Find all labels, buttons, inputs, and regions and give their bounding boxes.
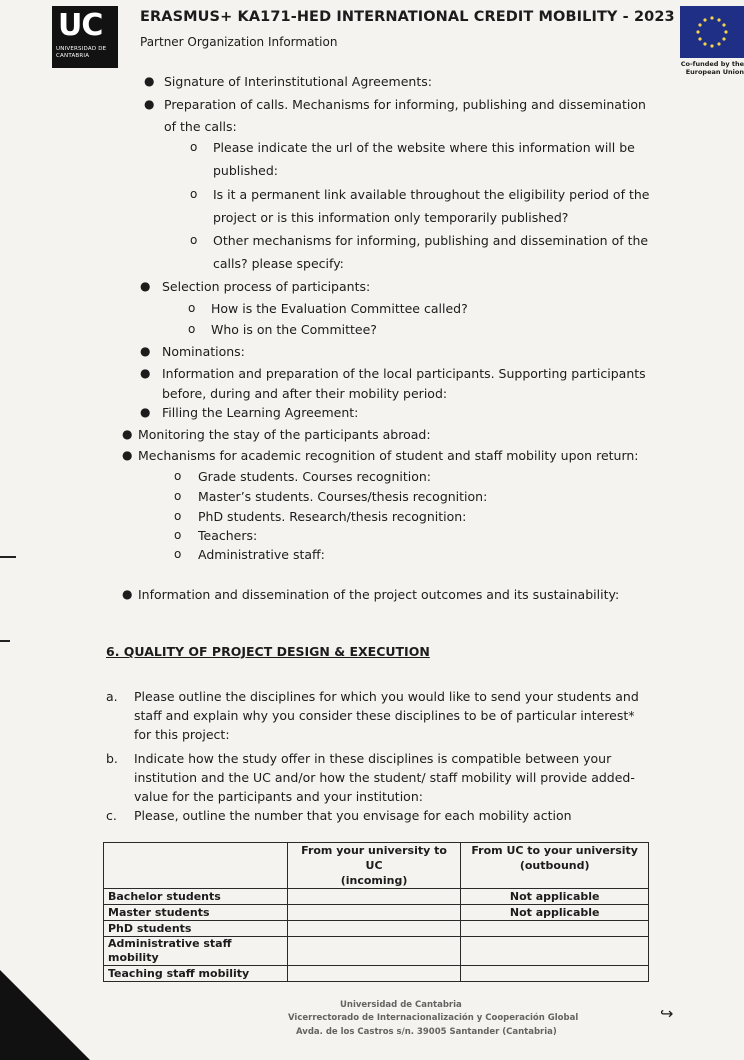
sub-item-teachers: Teachers: xyxy=(198,528,258,543)
uc-logo xyxy=(52,6,118,68)
item-b-text-cont2: value for the participants and your institution: xyxy=(134,789,423,804)
incoming-cell[interactable] xyxy=(287,921,461,937)
bullet-icon: ● xyxy=(140,279,151,293)
sub-bullet-icon: o xyxy=(174,489,182,503)
sub-bullet-icon: o xyxy=(190,187,198,201)
item-a-text-cont: staff and explain why you consider these disciplines to be of particular interest* xyxy=(134,708,635,723)
header-empty-cell xyxy=(104,843,288,889)
sub-bullet-icon: o xyxy=(174,469,182,483)
signature-mark-icon: ↪ xyxy=(660,1004,674,1023)
sub-item-other-mechanisms-cont: calls? please specify: xyxy=(213,256,344,271)
document-title: ERASMUS+ KA171-HED INTERNATIONAL CREDIT MOBILITY - 2023 xyxy=(140,9,675,25)
item-a-marker: a. xyxy=(106,689,118,704)
bullet-icon: ● xyxy=(144,74,155,88)
row-label: Teaching staff mobility xyxy=(104,966,288,982)
scan-mark xyxy=(0,640,10,642)
scan-mark xyxy=(0,556,16,558)
logo-text: UC xyxy=(58,8,103,43)
row-label: Administrative staff mobility xyxy=(104,937,288,966)
row-label: Bachelor students xyxy=(104,889,288,905)
sub-item-committee-name: How is the Evaluation Committee called? xyxy=(211,301,468,316)
table-row xyxy=(104,905,649,921)
list-item-information-preparation-cont: before, during and after their mobility period: xyxy=(162,386,448,401)
table-row xyxy=(104,937,649,966)
outbound-cell[interactable] xyxy=(461,921,649,937)
list-item-recognition: Mechanisms for academic recognition of student and staff mobility upon return: xyxy=(138,448,639,463)
eu-stars-icon xyxy=(680,6,744,58)
sub-item-permanent-link-cont: project or is this information only temporarily published? xyxy=(213,210,569,225)
sub-item-url: Please indicate the url of the website where this information will be xyxy=(213,140,635,155)
sub-bullet-icon: o xyxy=(174,509,182,523)
table-row xyxy=(104,966,649,982)
outbound-cell[interactable] xyxy=(461,937,649,966)
list-item-preparation: Preparation of calls. Mechanisms for informing, publishing and dissemination xyxy=(164,97,646,112)
stamp-line-1: Universidad de Cantabria xyxy=(340,1000,462,1010)
header-outbound-sub: (outbound) xyxy=(519,859,590,872)
stamp-line-3: Avda. de los Castros s/n. 39005 Santander (Cantabria) xyxy=(296,1027,557,1037)
item-b-marker: b. xyxy=(106,751,118,766)
sub-item-other-mechanisms: Other mechanisms for informing, publishing and dissemination of the xyxy=(213,233,649,248)
bullet-icon: ● xyxy=(140,344,151,358)
sub-bullet-icon: o xyxy=(174,547,182,561)
incoming-cell[interactable] xyxy=(287,937,461,966)
row-label: PhD students xyxy=(104,921,288,937)
list-item-information-preparation: Information and preparation of the local participants. Supporting participants xyxy=(162,366,646,381)
sub-bullet-icon: o xyxy=(174,528,182,542)
document-subtitle: Partner Organization Information xyxy=(140,35,338,49)
list-item-preparation-cont: of the calls: xyxy=(164,119,237,134)
incoming-cell[interactable] xyxy=(287,889,461,905)
sub-item-permanent-link: Is it a permanent link available throughout the eligibility period of the xyxy=(213,187,650,202)
bullet-icon: ● xyxy=(140,405,151,419)
row-label: Master students xyxy=(104,905,288,921)
mobility-table xyxy=(103,842,649,982)
sub-item-committee-members: Who is on the Committee? xyxy=(211,322,377,337)
sub-item-url-cont: published: xyxy=(213,163,279,178)
item-c-marker: c. xyxy=(106,808,117,823)
sub-bullet-icon: o xyxy=(190,140,198,154)
sub-bullet-icon: o xyxy=(190,233,198,247)
item-b-text: Indicate how the study offer in these disciplines is compatible between your xyxy=(134,751,612,766)
eu-flag-icon xyxy=(680,6,744,58)
item-c-text: Please, outline the number that you envisage for each mobility action xyxy=(134,808,572,823)
header-outbound-title: From UC to your university xyxy=(471,844,638,857)
sub-bullet-icon: o xyxy=(188,322,196,336)
item-a-text-cont2: for this project: xyxy=(134,727,230,742)
sub-item-grade-students: Grade students. Courses recognition: xyxy=(198,469,432,484)
list-item-learning-agreement: Filling the Learning Agreement: xyxy=(162,405,359,420)
stamp-line-2: Vicerrectorado de Internacionalización y Cooperación Global xyxy=(288,1013,579,1023)
bullet-icon: ● xyxy=(122,448,133,462)
section-6-title: 6. QUALITY OF PROJECT DESIGN & EXECUTION xyxy=(106,644,430,659)
table-row xyxy=(104,889,649,905)
outbound-cell[interactable] xyxy=(461,966,649,982)
header-outbound xyxy=(461,843,649,889)
table-header-row xyxy=(104,843,649,889)
header-incoming-sub: (incoming) xyxy=(340,874,408,887)
list-item-signature: Signature of Interinstitutional Agreements: xyxy=(164,74,432,89)
bullet-icon: ● xyxy=(122,427,133,441)
list-item-nominations: Nominations: xyxy=(162,344,245,359)
list-item-dissemination: Information and dissemination of the project outcomes and its sustainability: xyxy=(138,587,620,602)
incoming-cell[interactable] xyxy=(287,905,461,921)
incoming-cell[interactable] xyxy=(287,966,461,982)
bullet-icon: ● xyxy=(140,366,151,380)
header-incoming-title: From your university to UC xyxy=(301,844,447,872)
table-row xyxy=(104,921,649,937)
header-incoming xyxy=(287,843,461,889)
scan-shadow xyxy=(0,970,90,1060)
item-b-text-cont: institution and the UC and/or how the student/ staff mobility will provide added- xyxy=(134,770,635,785)
outbound-cell[interactable]: Not applicable xyxy=(461,889,649,905)
bullet-icon: ● xyxy=(122,587,133,601)
sub-item-masters-students: Master’s students. Courses/thesis recognition: xyxy=(198,489,488,504)
logo-subtext: UNIVERSIDAD DE CANTABRIA xyxy=(56,46,107,59)
sub-item-phd-students: PhD students. Research/thesis recognition: xyxy=(198,509,467,524)
list-item-selection: Selection process of participants: xyxy=(162,279,371,294)
item-a-text: Please outline the disciplines for which you would like to send your students and xyxy=(134,689,639,704)
cofunded-label: Co-funded by the European Union xyxy=(680,60,744,76)
bullet-icon: ● xyxy=(144,97,155,111)
outbound-cell[interactable]: Not applicable xyxy=(461,905,649,921)
sub-bullet-icon: o xyxy=(188,301,196,315)
sub-item-administrative-staff: Administrative staff: xyxy=(198,547,325,562)
list-item-monitoring: Monitoring the stay of the participants abroad: xyxy=(138,427,431,442)
